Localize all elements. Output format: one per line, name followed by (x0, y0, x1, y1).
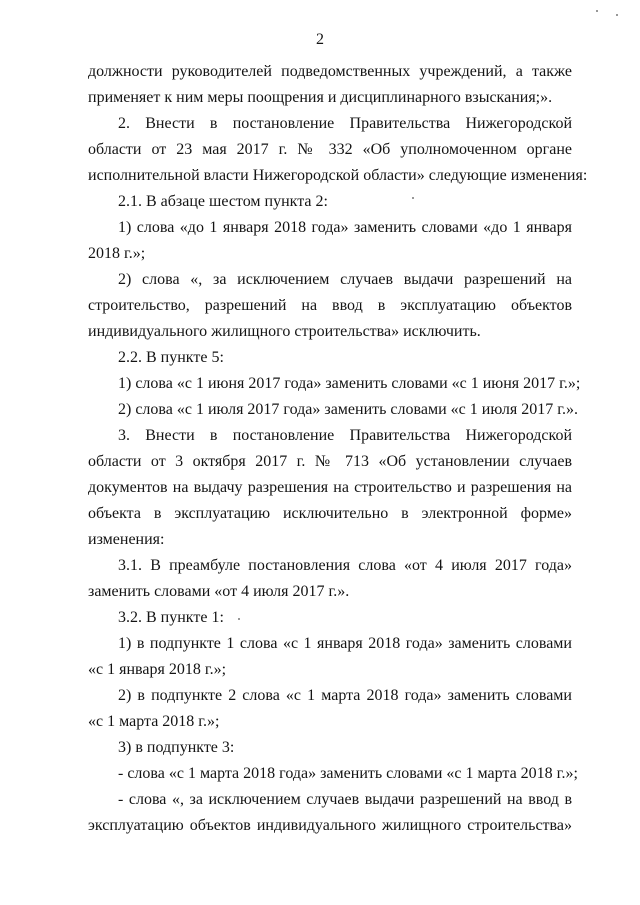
text-line: документов на выдачу разрешения на строительство и разрешения на (88, 479, 572, 496)
text-line: области от 3 октября 2017 г. № 713 «Об установлении случаев (88, 453, 572, 470)
text-line: 1) слова «до 1 января 2018 года» заменить словами «до 1 января (118, 219, 572, 236)
text-line: области от 23 мая 2017 г. № 332 «Об уполномоченном органе (88, 141, 572, 158)
text-line: - слова «, за исключением случаев выдачи разрешений на ввод в (118, 791, 572, 808)
text-line: 2) слова «, за исключением случаев выдачи разрешений на (118, 271, 572, 288)
scan-speck (238, 618, 240, 620)
text-line: 2) в подпункте 2 слова «с 1 марта 2018 года» заменить словами (118, 687, 572, 704)
text-line: - слова «с 1 марта 2018 года» заменить словами «с 1 марта 2018 г.»; (118, 765, 578, 782)
text-line: 2) слова «с 1 июля 2017 года» заменить словами «с 1 июля 2017 г.». (118, 401, 578, 418)
text-line: 2.2. В пункте 5: (118, 349, 224, 366)
text-line: применяет к ним меры поощрения и дисциплинарного взыскания;». (88, 89, 553, 106)
scan-speck (616, 14, 618, 16)
scan-speck (596, 10, 598, 12)
text-line: заменить словами «от 4 июля 2017 г.». (88, 583, 350, 600)
text-line: изменения: (88, 531, 165, 548)
text-line: «с 1 января 2018 г.»; (88, 661, 227, 678)
text-line: 2018 г.»; (88, 245, 146, 262)
text-line: строительство, разрешений на ввод в эксплуатацию объектов (88, 297, 572, 314)
text-line: индивидуального жилищного строительства» исключить. (88, 323, 481, 340)
text-line: 3.2. В пункте 1: (118, 609, 224, 626)
text-line: исполнительной власти Нижегородской области» следующие изменения: (88, 167, 588, 184)
page-number: 2 (316, 31, 324, 48)
text-line: 3.1. В преамбуле постановления слова «от 4 июля 2017 года» (118, 557, 572, 574)
text-line: объекта в эксплуатацию исключительно в электронной форме» (88, 505, 572, 522)
text-line: 3. Внести в постановление Правительства Нижегородской (118, 427, 572, 444)
text-line: 1) слова «с 1 июня 2017 года» заменить словами «с 1 июня 2017 г.»; (118, 375, 581, 392)
text-line: эксплуатацию объектов индивидуального жилищного строительства» (88, 817, 572, 834)
text-line: 3) в подпункте 3: (118, 739, 235, 756)
text-line: 2.1. В абзаце шестом пункта 2: (118, 193, 328, 210)
text-line: должности руководителей подведомственных учреждений, а также (88, 63, 572, 80)
scan-speck (412, 197, 414, 199)
text-line: «с 1 марта 2018 г.»; (88, 713, 220, 730)
text-line: 1) в подпункте 1 слова «с 1 января 2018 года» заменить словами (118, 635, 572, 652)
text-line: 2. Внести в постановление Правительства Нижегородской (118, 115, 572, 132)
